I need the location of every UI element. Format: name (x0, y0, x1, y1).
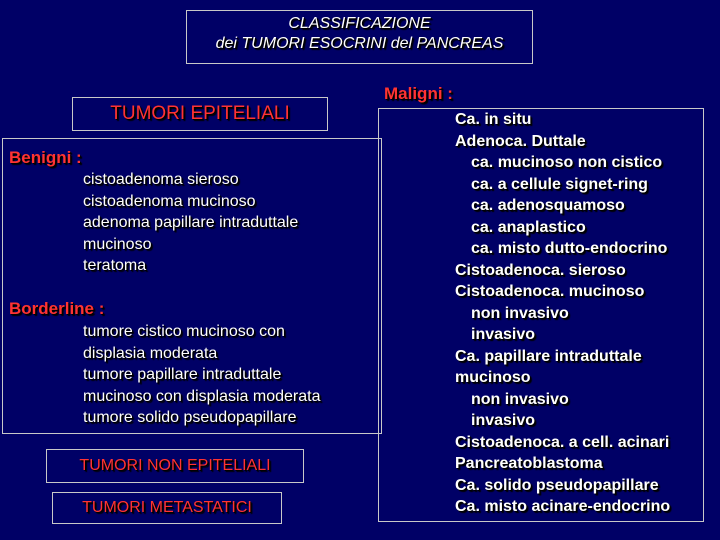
list-item: cistoadenoma sieroso (83, 171, 239, 188)
borderline-list (83, 321, 320, 429)
metastatici-label: TUMORI METASTATICI (82, 499, 252, 516)
list-item: invasivo (471, 326, 536, 343)
title-line-2: dei TUMORI ESOCRINI del PANCREAS (215, 35, 504, 52)
list-item: non invasivo (471, 304, 569, 322)
list-item: Ca. misto acinare-endocrino (455, 498, 671, 515)
title-line-1: CLASSIFICAZIONE (288, 15, 431, 32)
list-item: Cistoadenoca. sieroso (455, 261, 626, 279)
list-item: Pancreatoblastoma (455, 455, 603, 472)
list-item: invasivo (471, 412, 536, 429)
epiteliali-label-box (72, 97, 328, 131)
benigni-title: Benigni : (9, 148, 82, 167)
list-item: Adenoca. Duttale (455, 132, 586, 150)
list-item: ca. a cellule signet-ring (471, 175, 648, 193)
non-epiteliali-label: TUMORI NON EPITELIALI (79, 457, 271, 474)
list-item: teratoma (83, 257, 147, 274)
list-item: mucinoso (83, 235, 152, 253)
borderline-title: Borderline : (9, 299, 105, 318)
list-item: Cistoadenoca. a cell. acinari (455, 433, 670, 451)
metastatici-label-box (52, 492, 282, 524)
list-item: non invasivo (471, 390, 569, 408)
benigni-list (83, 169, 298, 277)
list-item: mucinoso (455, 369, 531, 386)
list-item: ca. misto dutto-endocrino (471, 240, 668, 257)
maligni-title: Maligni : (384, 84, 453, 103)
list-item: adenoma papillare intraduttale (83, 214, 299, 231)
maligni-list (455, 109, 670, 518)
non-epiteliali-label-box (46, 449, 304, 483)
title-box (186, 10, 533, 64)
list-item: Ca. solido pseudopapillare (455, 476, 659, 494)
list-item: cistoadenoma mucinoso (83, 192, 256, 210)
list-item: ca. adenosquamoso (471, 197, 625, 214)
list-item: Cistoadenoca. mucinoso (455, 283, 645, 300)
list-item: ca. mucinoso non cistico (471, 154, 663, 171)
list-item: tumore papillare intraduttale (83, 366, 282, 383)
list-item: mucinoso con displasia moderata (83, 387, 321, 405)
list-item: Ca. in situ (455, 111, 532, 128)
list-item: ca. anaplastico (471, 218, 586, 236)
list-item: tumore solido pseudopapillare (83, 409, 297, 426)
list-item: displasia moderata (83, 344, 218, 362)
list-item: tumore cistico mucinoso con (83, 323, 285, 340)
benign-borderline-panel (2, 138, 382, 434)
maligni-panel (378, 108, 704, 522)
epiteliali-label: TUMORI EPITELIALI (110, 103, 290, 124)
list-item: Ca. papillare intraduttale (455, 347, 642, 365)
